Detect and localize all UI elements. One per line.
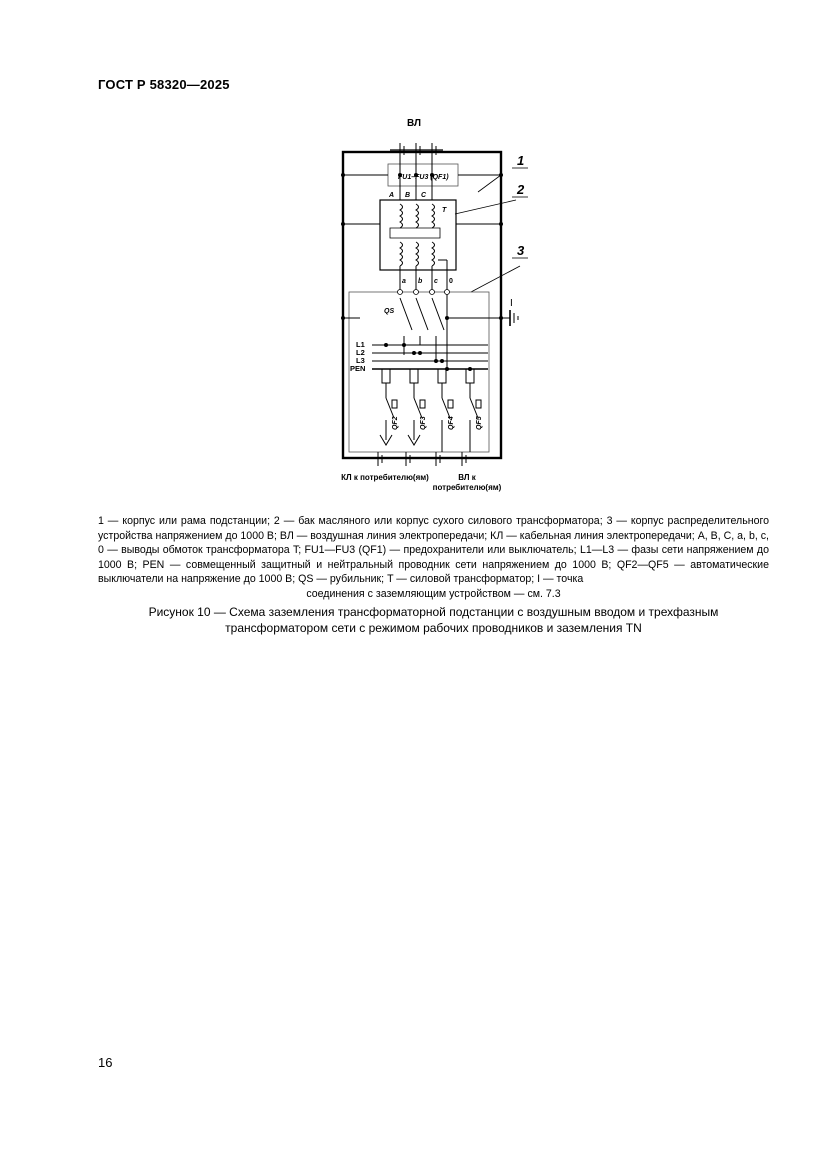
label-out-b: b [418,278,423,285]
callout-2: 2 [517,182,525,197]
figure-caption [98,604,769,636]
feeder-qf3 [408,369,425,445]
label-l2: L2 [356,348,365,357]
label-qf3: QF3 [420,416,427,430]
label-l3: L3 [356,356,365,365]
document-header: ГОСТ Р 58320—2025 [98,77,230,92]
legend-text-end: соединения с заземляющим устройством — см. 7.3 [306,587,561,600]
label-cable-consumers: КЛ к потребителю(ям) [341,473,429,482]
label-phase-c: C [421,192,427,199]
label-out-a: a [402,278,406,285]
label-phase-a: A [389,192,395,199]
caption-line-1: Рисунок 10 — Схема заземления трансформаторной подстанции с воздушным вводом и трехфазным [148,605,719,619]
distribution-device [349,292,489,452]
label-phase-b: B [405,192,411,199]
label-transformer: T [442,207,447,214]
feeder-qf5 [466,369,481,452]
label-pen: PEN [350,364,366,373]
caption-line-2: трансформатором сети с режимом рабочих проводников и заземления TN [225,621,642,635]
label-qf4: QF4 [448,416,455,430]
page-number: 16 [98,1055,113,1070]
legend-text: 1 — корпус или рама подстанции; 2 — бак масляного или корпус сухого силового трансформатора; 3 — корпус распределительного устройства напряжением до 1000 В; ВЛ — воздушная линия электропередачи; КЛ — кабельная линия электропередачи; A, B, C, a, b, c, 0 — выводы обмоток трансформатора T; FU1—FU3 (QF1) — предохранители или выключатель; L1—L3 — фазы сети напряжением до 1000 В; PEN — совмещенный защитный и нейтральный проводник сети напряжением до 1000 В; QF2—QF5 — автоматические выключатели на напряжение до 1000 В; QS — рубильник; T — силовой трансформатор; I — точка [98,515,769,585]
label-out-0: 0 [449,278,453,285]
label-l1: L1 [356,340,365,349]
feeder-qf4 [438,369,453,452]
label-line-consumers: ВЛ к потребителю(ям) [432,473,502,492]
label-ground-point: I [510,298,513,309]
callout-1: 1 [517,153,525,168]
label-out-c: c [434,278,438,285]
label-qf5: QF5 [476,416,483,430]
feeder-qf2 [380,369,397,445]
callout-3: 3 [517,243,525,258]
grounding-diagram [0,0,827,510]
figure-legend [98,514,769,601]
label-qf2: QF2 [392,416,399,430]
label-fuses: FU1–FU3 (QF1) [398,174,449,181]
label-vl-top: ВЛ [407,118,421,129]
label-switch: QS [384,308,395,315]
